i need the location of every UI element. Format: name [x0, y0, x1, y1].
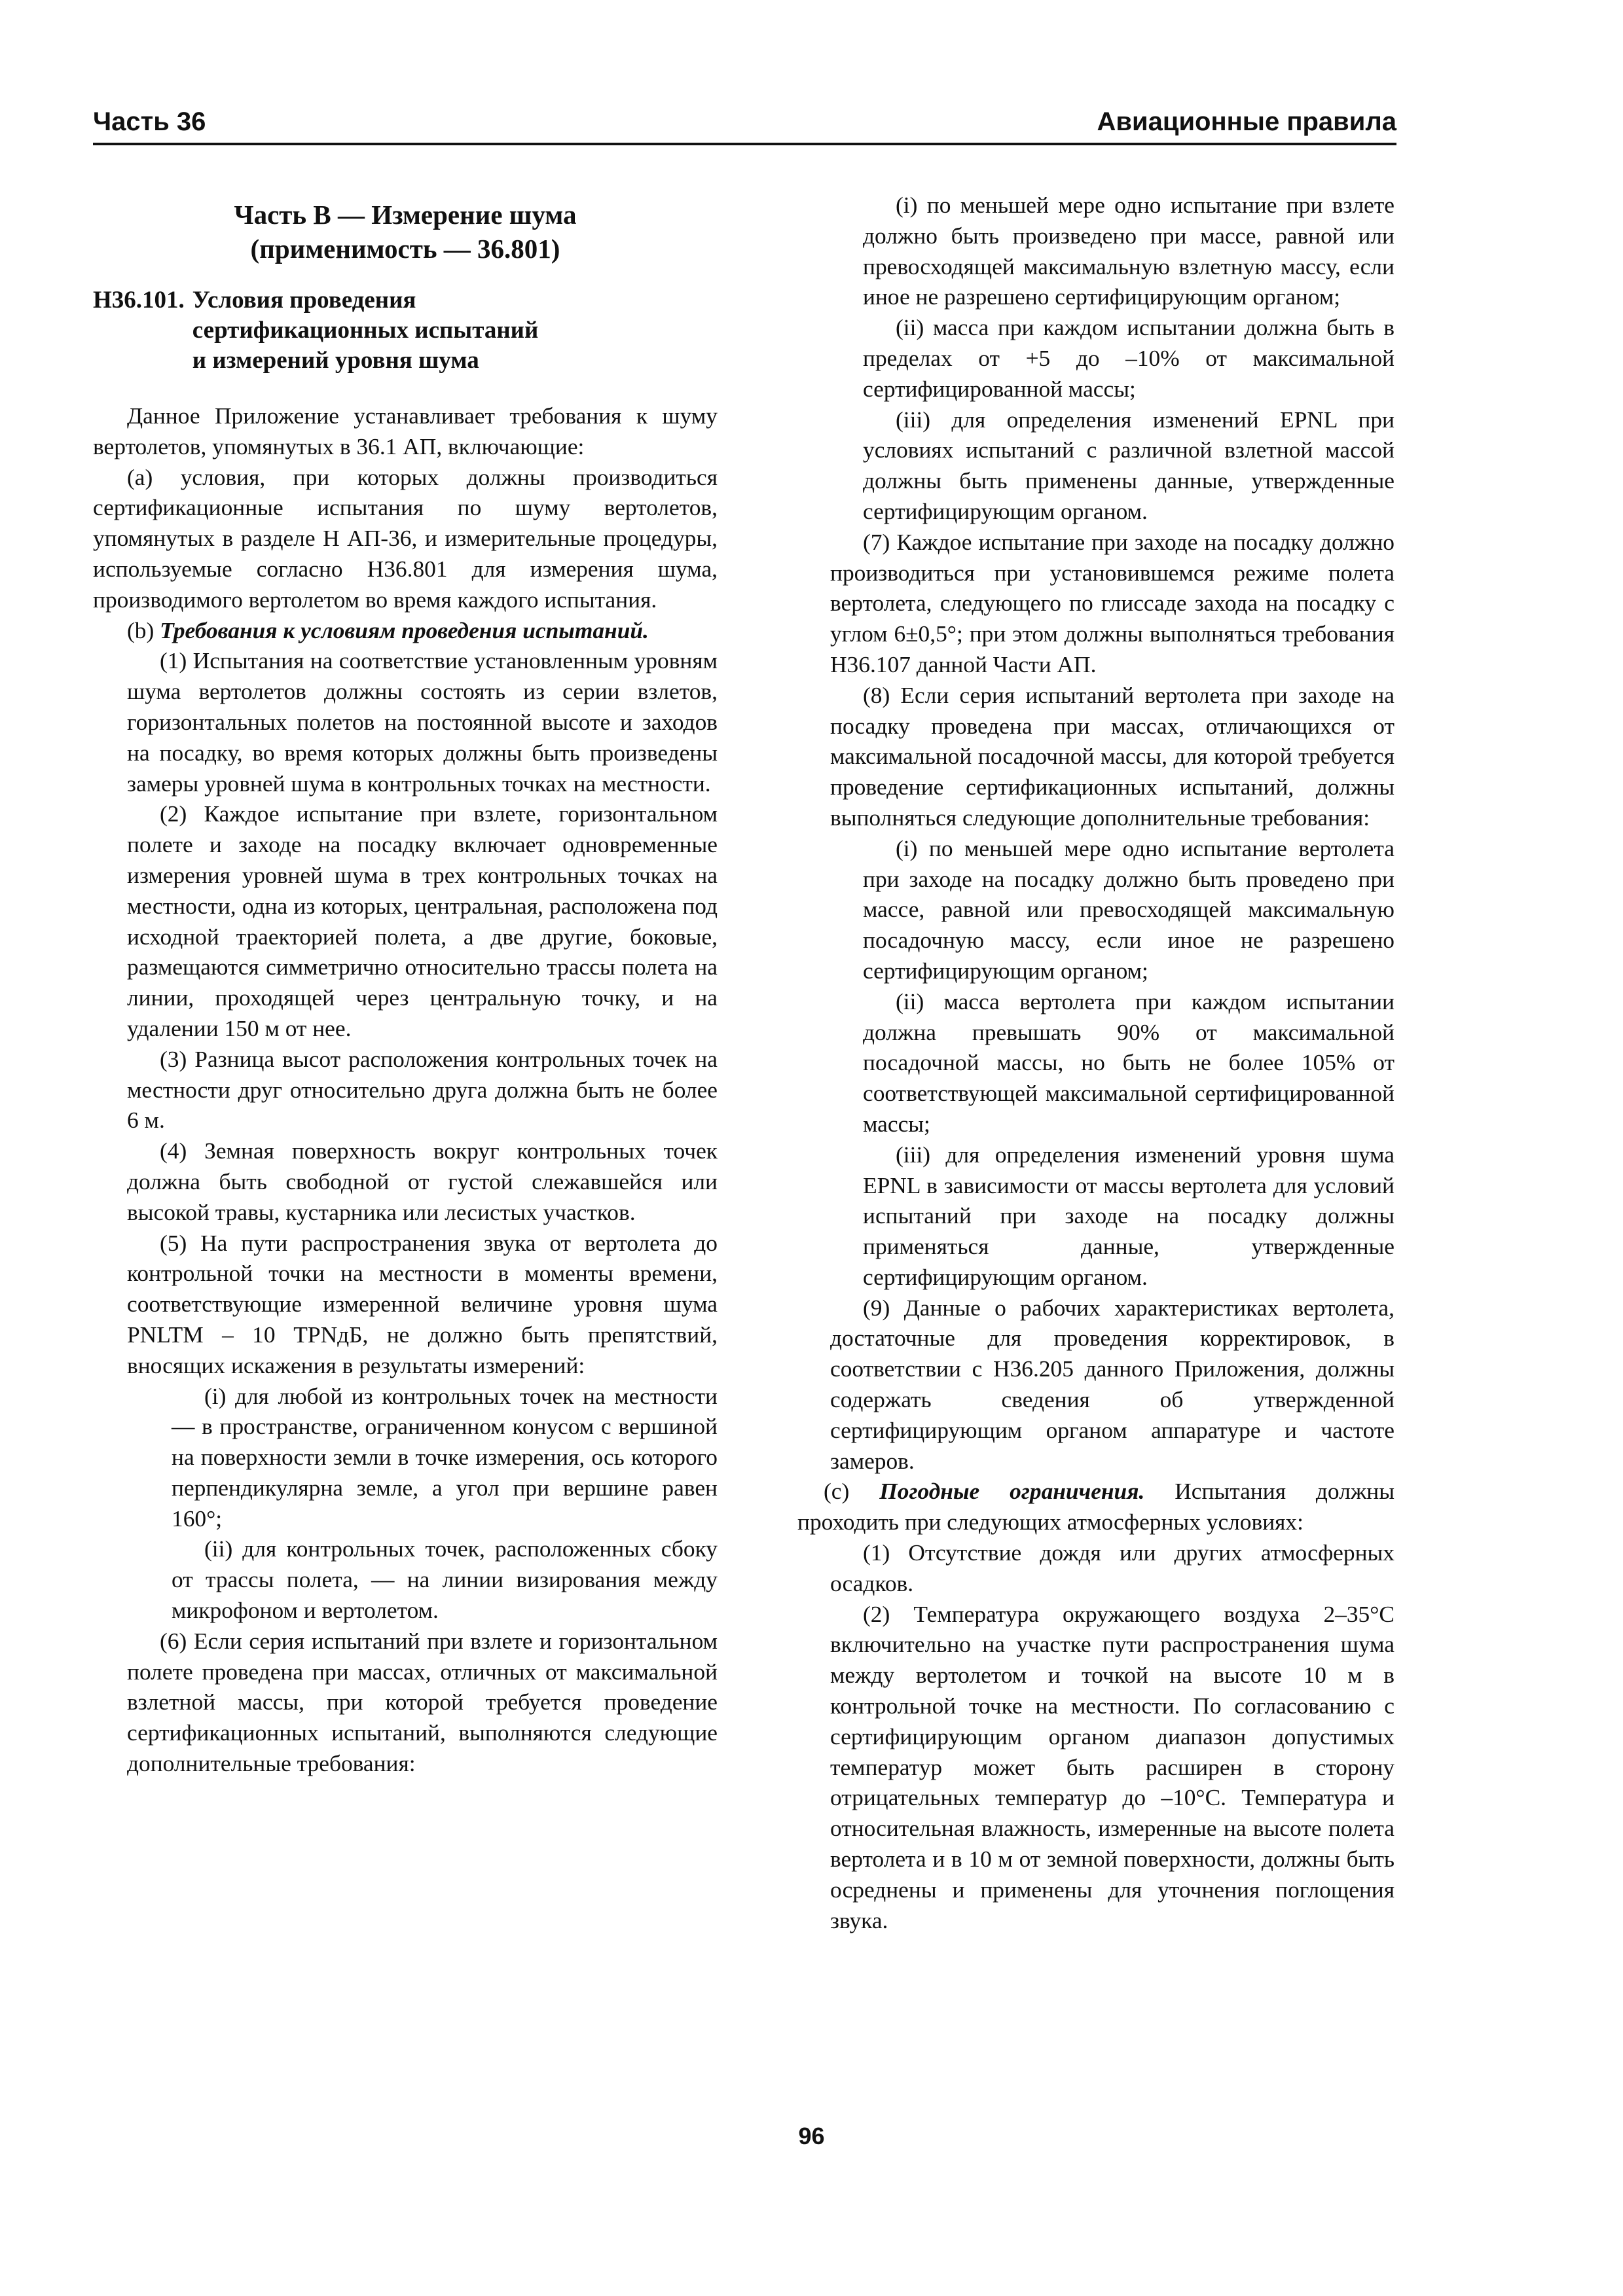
- running-header: [93, 98, 1396, 144]
- clause-b8: (8) Если серия испытаний вертолета при заходе на посадку проведена при массах, отличающихся от максимальной посадочной массы, для которой требуется проведение сертификационных испытаний, должны выполняться следующие дополнительные требования:: [830, 681, 1395, 831]
- clause-b-title: Требования к условиям проведения испытаний.: [160, 617, 649, 643]
- header-rule: [93, 143, 1396, 145]
- clause-b6-iii: (iii) для определения изменений EPNL при условиях испытаний с различной взлетной массой должны быть применены данные, утвержденные сертифицирующим органом.: [863, 406, 1395, 524]
- clause-a: (a) условия, при которых должны производиться сертификационные испытания по шуму вертолетов, упомянутых в разделе Н АП-36, и измерительные процедуры, используемые согласно Н36.801 для измерения шума, производимого вертолетом во время каждого испытания.: [93, 463, 718, 613]
- clause-c-heading: [797, 1476, 1395, 1537]
- clause-b6: (6) Если серия испытаний при взлете и горизонтальном полете проведена при массах, отличных от максимальной взлетной массы, при которой требуется проведение сертификационных испытаний, выполняются следующие дополнительные требования:: [127, 1627, 718, 1777]
- part-title-line2: (применимость — 36.801): [250, 234, 560, 264]
- clause-b-heading: [93, 615, 718, 646]
- clause-b8-iii: (iii) для определения изменений уровня шума EPNL в зависимости от массы вертолета для условий испытаний при заходе на посадку должны применяться данные, утвержденные сертифицирующим органом.: [863, 1141, 1395, 1290]
- page-number: 96: [798, 2123, 825, 2149]
- part-title: [93, 198, 718, 266]
- clause-b8-ii: (ii) масса вертолета при каждом испытании должна превышать 90% от максимальной посадочной массы, но быть не более 105% от соответствующей максимальной сертифицированной массы;: [863, 988, 1395, 1137]
- section-title-line1: Условия проведения: [192, 287, 416, 314]
- clause-b-prefix: (b): [127, 617, 160, 643]
- clause-b6-i: (i) по меньшей мере одно испытание при взлете должно быть произведено при массе, равной или превосходящей максимальную взлетную массу, если иное не разрешено сертифицирующим органом;: [863, 192, 1395, 310]
- clause-c1: (1) Отсутствие дождя или других атмосферных осадков.: [830, 1539, 1395, 1596]
- clause-b5: (5) На пути распространения звука от вертолета до контрольной точки на местности в моменты времени, соответствующие измеренной величине уровня шума PNLTM – 10 TPNдБ, не должно быть препятствий, вносящих искажения в результаты измерений:: [127, 1229, 718, 1378]
- section-title-line2: сертификационных испытаний: [192, 317, 539, 344]
- part-title-line1: Часть B — Измерение шума: [234, 200, 577, 230]
- clause-b5-i: (i) для любой из контрольных точек на местности — в пространстве, ограниченном конусом с вершиной на поверхности земли в точке измерения, ось которого перпендикулярна земле, а угол при вершине равен 160°;: [172, 1382, 718, 1532]
- clause-c-prefix: (c): [824, 1478, 880, 1505]
- clause-b9: (9) Данные о рабочих характеристиках вертолета, достаточные для проведения корректировок, в соответствии с Н36.205 данного Приложения, должны содержать сведения об утвержденной сертифицирующим органом аппаратуре и частоте замеров.: [830, 1294, 1395, 1474]
- header-part-label: Часть 36: [93, 107, 206, 136]
- intro-paragraph: Данное Приложение устанавливает требования к шуму вертолетов, упомянутых в 36.1 АП, включающие:: [93, 403, 718, 459]
- clause-b1: (1) Испытания на соответствие установленным уровням шума вертолетов должны состоять из серии взлетов, горизонтальных полетов на постоянной высоте и заходов на посадку, во время которых должны быть произведены замеры уровней шума в контрольных точках на местности.: [127, 647, 718, 797]
- clause-b8-i: (i) по меньшей мере одно испытание вертолета при заходе на посадку должно быть проведено при массе, равной или превосходящей максимальную посадочную массу, если иное не разрешено сертифицирующим органом;: [863, 834, 1395, 984]
- right-column: [797, 190, 1395, 1935]
- clause-b6-ii: (ii) масса при каждом испытании должна быть в пределах от +5 до –10% от максимальной сертифицированной массы;: [863, 314, 1395, 402]
- clause-b2: (2) Каждое испытание при взлете, горизонтальном полете и заходе на посадку включает одновременные измерения уровней шума в трех контрольных точках на местности, одна из которых, центральная, расположена под исходной траекторией полета, а две другие, боковые, размещаются симметрично относительно трассы полета на линии, проходящей через центральную точку, и на удалении 150 м от нее.: [127, 800, 718, 1041]
- clause-c2: (2) Температура окружающего воздуха 2–35°С включительно на участке пути распространения шума между вертолетом и точкой на высоте 10 м в контрольной точке на местности. По согласованию с сертифицирующим органом диапазон допустимых температур может быть расширен в сторону отрицательных температур до –10°С. Температура и относительная влажность, измеренные на высоте полета вертолета и в 10 м от земной поверхности, должны быть осреднены и применены для уточнения поглощения звука.: [830, 1600, 1395, 1933]
- header-rules-title: Авиационные правила: [1097, 107, 1396, 136]
- clause-b3: (3) Разница высот расположения контрольных точек на местности друг относительно друга должна быть не более 6 м.: [127, 1045, 718, 1134]
- clause-c-text: Испытания должны проходить при следующих атмосферных условиях:: [797, 1478, 1395, 1535]
- clause-b4: (4) Земная поверхность вокруг контрольных точек должна быть свободной от густой слежавшейся или высокой травы, кустарника или лесистых участков.: [127, 1138, 718, 1225]
- section-number: Н36.101.: [93, 287, 185, 314]
- left-column: [93, 190, 718, 1779]
- clause-b7: (7) Каждое испытание при заходе на посадку должно производиться при установившемся режиме полета вертолета, следующего по глиссаде захода на посадку с углом 6±0,5°; при этом должны выполняться требования Н36.107 данной Части АП.: [830, 528, 1395, 677]
- clause-c-title: Погодные ограничения.: [879, 1478, 1145, 1505]
- section-heading: [93, 285, 718, 376]
- section-title-line3: и измерений уровня шума: [192, 347, 479, 374]
- clause-b5-ii: (ii) для контрольных точек, расположенных сбоку от трассы полета, — на линии визирования между микрофоном и вертолетом.: [172, 1535, 718, 1624]
